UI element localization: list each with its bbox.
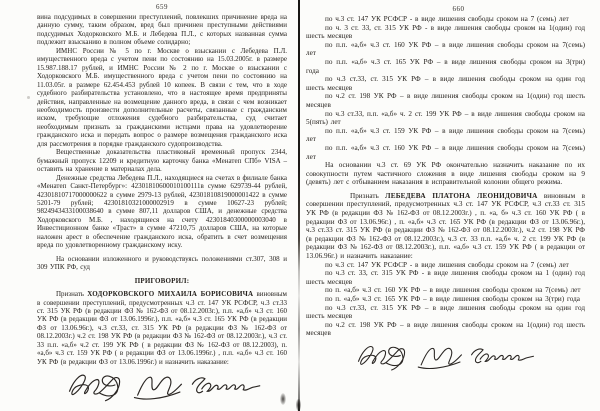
left-page-blocks <box>37 13 287 366</box>
text-run: по ч.2 ст. 198 УК РФ – в виде лишения свободы сроком на 1(один) год шесть месяцев <box>306 92 585 109</box>
paragraph <box>37 148 287 173</box>
paragraph <box>306 304 585 321</box>
scan-speck <box>27 96 30 99</box>
text-run: Признать <box>56 290 88 299</box>
paragraph <box>37 13 287 47</box>
paragraph <box>306 127 585 144</box>
paragraph <box>306 15 585 24</box>
text-run: по ч.3 ст. 147 УК РСФСР - в виде лишения свободы сроком на 7 (семь) лет <box>325 260 569 269</box>
right-page-blocks <box>306 15 585 338</box>
signature-flourish-3 <box>202 383 260 391</box>
text-run: по п.п. «а,б» ч.3 ст. 165 УК РФ – в виде лишения свободы сроком на 3(три) года <box>306 57 585 75</box>
text-run: по п.п. «а,б» ч.3 ст. 160 УК РФ – в виде лишения свободы сроком на 7(семь) лет <box>306 40 585 58</box>
signature-flourish-3 <box>192 378 205 393</box>
text-run: На основании изложенного и руководствуясь положениями ст.307, 308 и 309 УПК РФ, суд <box>37 254 287 272</box>
paragraph <box>306 261 585 270</box>
paragraph <box>306 286 585 295</box>
text-run: ИМНС России № 5 по г. Москве о взыскании с Лебедева П.Л. имущественного вреда с учетом пени по состоянию на 15.03.2005г. в размере 15.987.188.17 рублей, и ИМНС России № 2 по г. Москве о взыскании с Ходорковского М.Б. имущественного вреда с учетом пени по состоянию на 11.03.05г. в размере 62.454.453 рублей 10 копеек. В связи с тем, что в ходе судебного разбирательства установлено, что в настоящее время предприняты действия, направленные на возмещение данного вреда, в связи с чем возникает необходимость произвести дополнительные расчеты, связанные с гражданским иском, требующие отложения судебного разбирательства, суд считает необходимым признать за гражданскими истцами права на удовлетворение гражданского иска и передать вопрос о размере возмещения гражданского иска для рассмотрения в порядке гражданского судопроизводства. <box>37 46 287 148</box>
paragraph <box>306 321 585 338</box>
emphasized-text: ПРИГОВОРИЛ: <box>134 276 190 285</box>
paragraph <box>37 47 287 148</box>
scanned-page-right <box>306 0 585 411</box>
text-run: виновным в совершении преступлений, предусмотренных ч.3 ст. 147 УК РСФСР, ч.3 ст.33 ст. 315 УК РФ (в редакции ФЗ № 162-ФЗ от 08.12.2003г.), п.п. «а,б» ч.3 ст. 160 УК РФ (в редакции ФЗ от 13.06.1996г.), п.п. «а,б» ч.3 ст. 165 УК РФ (в редакции ФЗ от 13.06.96г.), ч.3 ст.33, ст. 315 УК РФ (в редакции ФЗ № 162-ФЗ от 08.12.2003г.) ч.2 ст. 198 УК РФ (в редакции ФЗ № 162-ФЗ от 08.12.2003г.), ч.3 ст. 33 п.п. «а,б» ч.2 ст. 199 УК РФ ( в редакции ФЗ № 162-ФЗ от 08.12.2003), п. «а,б» ч.3 ст. 159 УК РФ ( в редакции ФЗ от 13.06.1996г.) , п.п. «а,б» ч.3 ст. 160 УК РФ (в редакции ФЗ от 13.06.1996г.) и назначить наказание: <box>37 290 287 366</box>
paragraph <box>37 255 287 272</box>
paragraph <box>306 295 585 304</box>
ink-smudge <box>296 399 301 411</box>
text-run: по ч.3 ст.33, ст. 315 УК РФ – в виде лишения свободы сроком на один год шесть месяцев <box>306 303 585 321</box>
text-run: по п.п. «а,б» ч.3 ст. 159 УК РФ – в виде лишения свободы сроком на 7(семь) лет <box>306 126 585 144</box>
signature-flourish-1 <box>70 375 120 400</box>
paragraph <box>306 192 585 261</box>
signature-flourish-1 <box>358 347 404 370</box>
text-run: Вещественные доказательства пластиковый временный пропуск 2344, бумажный пропуск 12209 и кредитную карточку банка «Менатеп СПб» VISA – оставить на хранение в материалах дела. <box>37 148 287 174</box>
text-run: по ч.3 ст.33, ст. 315 УК РФ – в виде лишения свободы сроком на один год шесть месяцев <box>306 75 585 92</box>
paragraph <box>37 290 287 366</box>
emphasized-text: ХОДОРКОВСКОГО МИХАИЛА БОРИСОВИЧА <box>87 290 254 299</box>
signature-row-right <box>306 339 585 375</box>
signature-flourish-2 <box>134 392 179 399</box>
paragraph <box>306 75 585 92</box>
paragraph <box>306 24 585 41</box>
paragraph <box>306 41 585 58</box>
signatures-graphic <box>37 367 293 403</box>
signature-flourish-2 <box>418 362 460 368</box>
verdict-heading <box>37 277 287 285</box>
text-run: по ч.3 ст. 33, ст. 315 УК РФ - в виде лишения свободы сроком на 1 (один) год шесть месяцев <box>306 269 585 286</box>
signature-flourish-2 <box>421 348 461 365</box>
emphasized-text: ЛЕБЕДЕВА ПЛАТОНА ЛЕОНИДОВИЧА <box>385 191 538 200</box>
scanned-page-left <box>37 0 287 411</box>
paragraph <box>306 58 585 75</box>
text-run: по ч. 3 ст. 33, ст. 315 УК РФ - в виде лишения свободы сроком на 1(один) год шесть месяцев <box>306 23 585 41</box>
paragraph <box>306 161 585 187</box>
text-run: по ч.3 ст. 147 УК РСФСР - в виде лишения свободы сроком на 7 (семь) лет <box>325 15 569 23</box>
signature-flourish-2 <box>138 377 182 395</box>
paragraph <box>306 110 585 127</box>
signature-flourish-3 <box>472 349 484 363</box>
paragraph <box>306 92 585 109</box>
text-run: по п. «а,б» ч.3 ст. 160 УК РФ – в виде лишения свободы сроком на 7(семь) лет <box>325 286 581 295</box>
text-run: по п.п. «а,б» ч.3 ст. 160 УК РФ – в виде лишения свободы сроком на 7(семь) лет <box>306 143 585 161</box>
signature-flourish-3 <box>480 354 533 361</box>
signatures-graphic <box>306 339 562 375</box>
text-run: по п. «а,б» ч.3 ст. 165 УК РФ – в виде лишения свободы сроком на 3(три) года <box>325 295 580 303</box>
text-run: виновным в совершении преступлений, предусмотренных ч.3 ст. 147 УК РСФСР, ч.3 ст.33 ст. 315 УК РФ (в редакции ФЗ № 162-ФЗ от 08.12.2003г.) , п. «а, б» ч.3 ст. 160 УК РФ ( в редакции ФЗ от 13.06.96г.) , п. «а,б» ч.3 ст. 165 УК РФ (в редакции ФЗ от 13.06.96г.), ч.3 ст.33 ст. 315 УК РФ (в редакции ФЗ № 162-ФЗ от 08.12.2003г.), ч.2 ст. 198 УК РФ (в редакции ФЗ № 162-ФЗ от 08.12.2003г.), ч.3 ст. 33 п.п. «а,б» ч. 2 ст. 199 УК РФ (в редакции ФЗ № 162-ФЗ от 08.12.2003г.), п.п. «а,б» ч.3 ст. 159 УК РФ ( в редакции от 13.06.96г.) и назначить наказание: <box>306 191 585 261</box>
text-run: по ч.2 ст. 198 УК РФ – в виде лишения свободы сроком на 1(один) год шесть месяцев <box>306 320 585 338</box>
page-fold-seam <box>298 0 300 411</box>
paragraph <box>37 174 287 250</box>
paragraph <box>306 269 585 286</box>
text-run: вина подсудимых в совершении преступлений, повлекших причинение вреда на данную сумму, таким образом, вред был причинен преступными действиями подсудимых Ходорковского М.Б. и Лебедева П.Л., с которых названная сумма подлежит взысканию в полном объеме солидарно; <box>37 13 287 47</box>
page-number-right: 660 <box>452 5 465 13</box>
text-run: Признать <box>350 191 386 200</box>
paragraph <box>306 144 585 161</box>
page-number-left: 659 <box>156 3 168 11</box>
text-run: по ч.3 ст.33, п.п. «а,б» ч. 2 ст. 199 УК РФ – в виде лишения свободы сроком на 5(пять) лет <box>306 109 585 127</box>
text-run: На основании ч.3 ст. 69 УК РФ окончательно назначить наказание по их совокупности путем частичного сложения в виде лишения свободы сроком на 9 (девять) лет с отбыванием наказания в исправительной колонии общего режима. <box>306 161 585 187</box>
signature-row-left <box>37 367 287 403</box>
text-run: Денежные средства Лебедева П.Л., находящиеся на счетах в филиале банка «Менатеп Санкт-Петербург»: 42301810600010100111в сумме 629739-44 рублей, 42301810717000000622 в сумме 2979-13 рублей, 42301810819000001422 в сумме 5201-79 рублей; 42301810321000002919 в сумме 10627-23 рублей; 9824943433100038640 в сумме 807,11 долларов США, и денежные средства Ходорковского М.Б. , находящиеся на счету 42301840300000003040 в Инвестиционном банке «Траст» в сумме 47210,75 долларов США, на которые наложен арест в обеспечение гражданского иска, обратить в счет возмещения вреда по удовлетворенному гражданскому иску. <box>37 173 287 250</box>
